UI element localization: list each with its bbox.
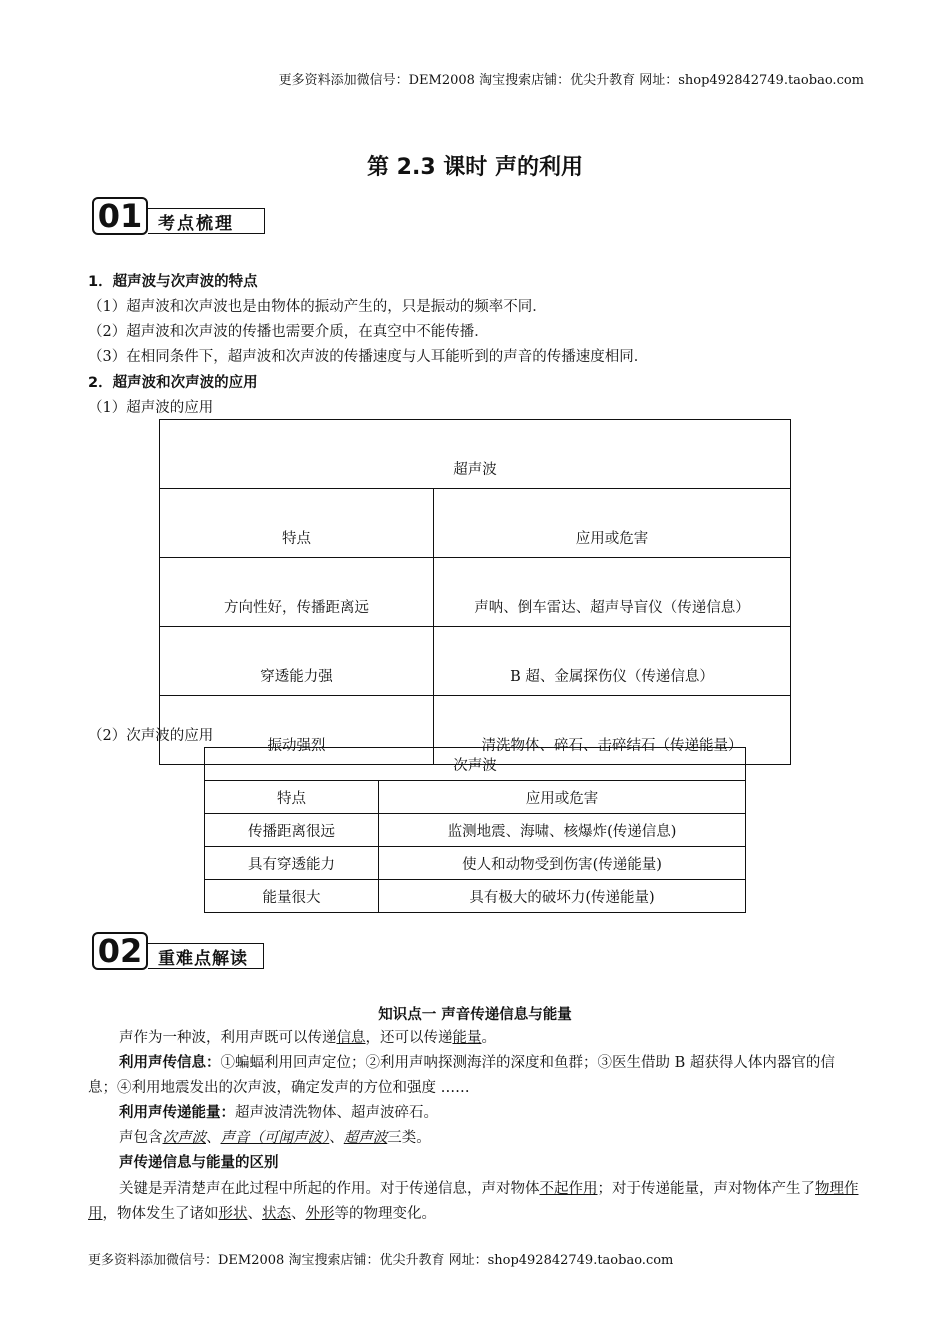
page-title: 第 2.3 课时 声的利用 xyxy=(367,155,583,180)
info-paragraph xyxy=(88,1051,863,1101)
column-header: 应用或危害 xyxy=(379,781,746,814)
text: ，还可以传递 xyxy=(365,1030,453,1046)
text: 声作为一种波，利用声既可以传递 xyxy=(119,1030,337,1046)
table-cell: 监测地震、海啸、核爆炸(传递信息) xyxy=(379,814,746,847)
table-cell: 声呐、倒车雷达、超声导盲仪（传递信息） xyxy=(434,558,791,627)
table-cell: 穿透能力强 xyxy=(160,627,434,696)
text: 声包含 xyxy=(119,1130,163,1146)
answer-blank: 物理作用 xyxy=(88,1181,859,1222)
column-header: 特点 xyxy=(205,781,379,814)
text: 关键是弄清楚声在此过程中所起的作用。对于传递信息，声对物体 xyxy=(119,1181,540,1197)
table-title: 超声波 xyxy=(160,420,791,489)
answer-blank: 超声波 xyxy=(343,1130,388,1146)
answer-blank: 外形 xyxy=(305,1206,335,1222)
energy-paragraph xyxy=(88,1101,863,1126)
table-row xyxy=(160,420,791,489)
column-header: 特点 xyxy=(160,489,434,558)
difference-heading: 声传递信息与能量的区别 xyxy=(119,1155,279,1171)
ultrasonic-table xyxy=(159,419,791,765)
table-row xyxy=(205,748,746,781)
text: 、 xyxy=(291,1206,306,1222)
text: ；对于传递能量，声对物体产生了 xyxy=(597,1181,815,1197)
text: 、 xyxy=(206,1130,221,1146)
answer-blank: 状态 xyxy=(262,1206,291,1222)
knowledge-line-1 xyxy=(88,1026,863,1051)
column-header: 应用或危害 xyxy=(434,489,791,558)
table-row xyxy=(160,558,791,627)
point-3: （3）在相同条件下，超声波和次声波的传播速度与人耳能听到的声音的传播速度相同． xyxy=(88,349,649,365)
heading-2: 2．超声波和次声波的应用 xyxy=(88,375,258,391)
section-badge-2 xyxy=(92,928,264,970)
text: 、 xyxy=(247,1206,262,1222)
table-title: 次声波 xyxy=(205,748,746,781)
table-row xyxy=(160,489,791,558)
table-cell: 传播距离很远 xyxy=(205,814,379,847)
infrasonic-table xyxy=(204,747,746,913)
table-row xyxy=(160,627,791,696)
page-header: 更多资料添加微信号：DEM2008 淘宝搜索店铺：优尖升教育 网址：shop492842749.taobao.com xyxy=(278,73,864,88)
table-row xyxy=(205,880,746,913)
answer-blank: 次声波 xyxy=(162,1130,206,1146)
table-row xyxy=(205,847,746,880)
heading-1: 1．超声波与次声波的特点 xyxy=(88,274,258,290)
table-cell: 具有极大的破坏力(传递能量) xyxy=(379,880,746,913)
page-footer: 更多资料添加微信号：DEM2008 淘宝搜索店铺：优尖升教育 网址：shop492842749.taobao.com xyxy=(88,1253,674,1268)
info-text: ①蝙蝠利用回声定位；②利用声呐探测海洋的深度和鱼群；③医生借助 B 超获得人体内器官的信息；④利用地震发出的次声波，确定发声的方位和强度 …… xyxy=(88,1055,835,1096)
info-label: 利用声传信息： xyxy=(119,1055,221,1071)
answer-blank: 声音（可闻声波） xyxy=(220,1130,330,1146)
table-cell: 能量很大 xyxy=(205,880,379,913)
text: 、 xyxy=(329,1130,344,1146)
point-2: （2）超声波和次声波的传播也需要介质，在真空中不能传播． xyxy=(88,324,489,340)
subheading-infrasonic: （2）次声波的应用 xyxy=(88,728,214,744)
text: ，物体发生了诸如 xyxy=(102,1206,219,1222)
text: 等的物理变化。 xyxy=(334,1206,436,1222)
text: 三类。 xyxy=(387,1130,431,1146)
table-cell: 具有穿透能力 xyxy=(205,847,379,880)
energy-text: 超声波清洗物体、超声波碎石。 xyxy=(235,1105,438,1121)
subheading-ultrasonic: （1）超声波的应用 xyxy=(88,400,214,416)
section-label: 重难点解读 xyxy=(148,943,264,969)
table-row xyxy=(205,814,746,847)
table-cell: 使人和动物受到伤害(传递能量) xyxy=(379,847,746,880)
section-number: 01 xyxy=(92,197,148,235)
answer-blank: 形状 xyxy=(218,1206,248,1222)
difference-paragraph xyxy=(88,1177,863,1227)
table-cell: 振动强烈 xyxy=(160,696,434,765)
knowledge-heading: 知识点一 声音传递信息与能量 xyxy=(378,1007,572,1023)
energy-label: 利用声传递能量： xyxy=(119,1105,235,1121)
table-row xyxy=(205,781,746,814)
text: 。 xyxy=(481,1030,496,1046)
point-1: （1）超声波和次声波也是由物体的振动产生的，只是振动的频率不同． xyxy=(88,299,547,315)
sound-types-line xyxy=(88,1126,863,1151)
answer-blank: 不起作用 xyxy=(539,1181,598,1197)
section-badge-1 xyxy=(92,193,265,235)
table-cell: B 超、金属探伤仪（传递信息） xyxy=(434,627,791,696)
answer-blank: 信息 xyxy=(336,1030,366,1046)
answer-blank: 能量 xyxy=(452,1030,482,1046)
table-cell: 方向性好，传播距离远 xyxy=(160,558,434,627)
section-number: 02 xyxy=(92,932,148,970)
table-cell: 清洗物体、碎石、击碎结石（传递能量） xyxy=(434,696,791,765)
section-label: 考点梳理 xyxy=(148,208,265,234)
